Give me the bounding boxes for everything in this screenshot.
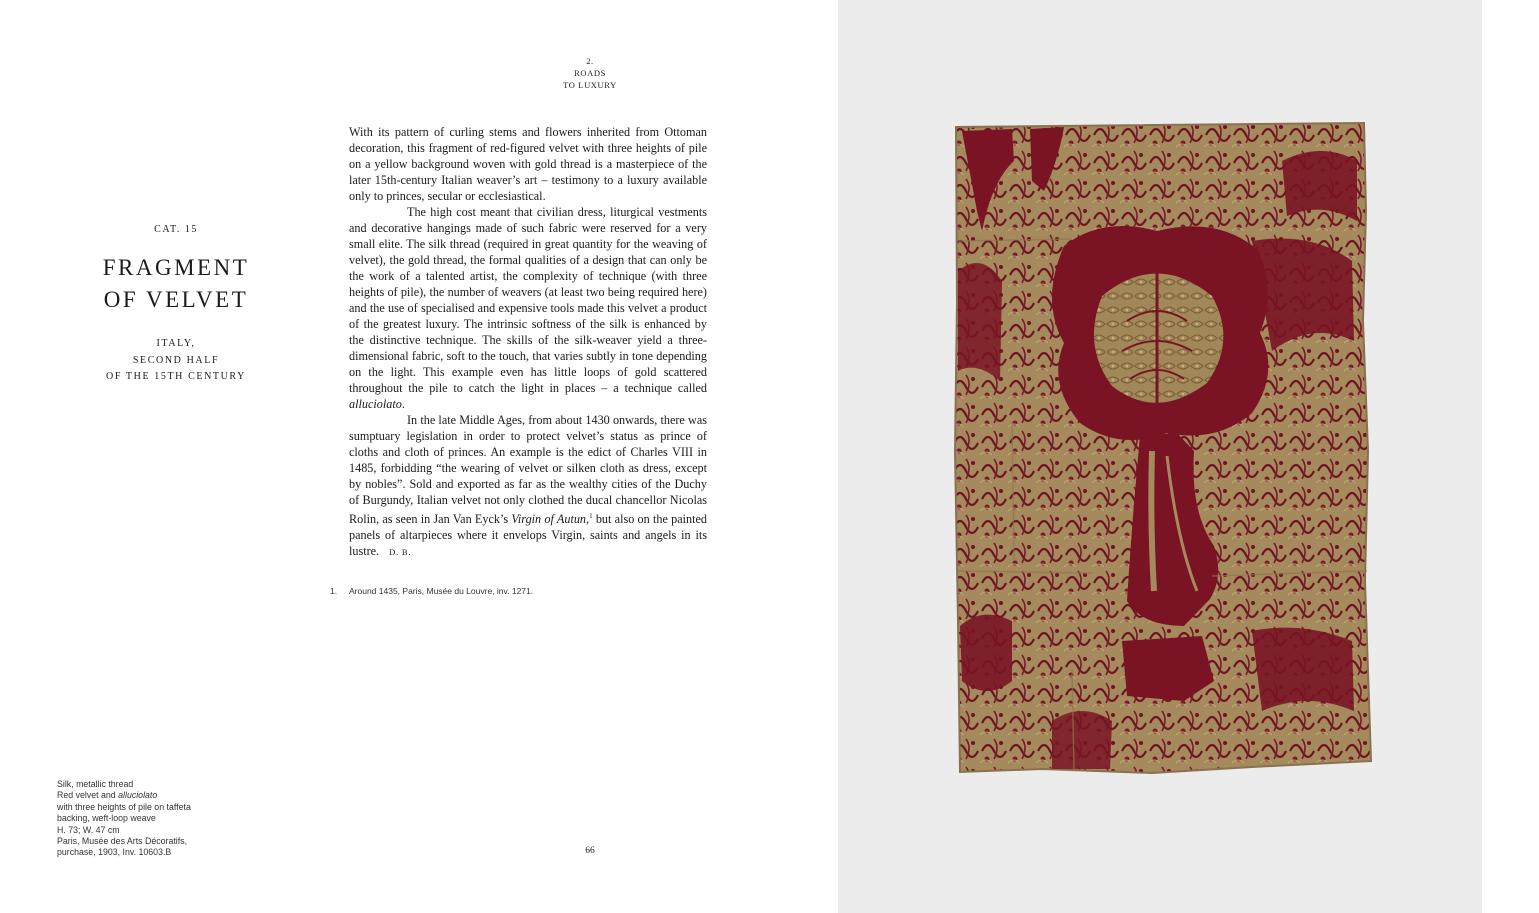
catalogue-number: CAT. 15 — [154, 224, 198, 235]
paragraph-1: With its pattern of curling stems and flowers inherited from Ottoman decoration, this fragment of red-figured velvet with three heights of pile on a yellow background woven with gold thread is a masterpiece of the later 15th-century Italian weaver’s art – testimony to a luxury available only to princes, secular or ecclesiastical. — [349, 125, 707, 203]
chapter-number: 2. — [586, 56, 594, 66]
catalogue-origin — [80, 336, 272, 386]
footnote — [330, 586, 730, 597]
caption-line: Paris, Musée des Arts Décoratifs, — [57, 836, 188, 847]
caption-line: backing, weft-loop weave — [57, 813, 156, 824]
caption-line: with three heights of pile on taffeta — [57, 801, 191, 812]
paragraph-2: The high cost meant that civilian dress, liturgical vestments and decorative hangings made of such fabric were reserved for a very small elite. The silk thread (required in great quantity for the weaving of velvet), the gold thread, the formal qualities of a design that can only be the work of a talented artist, the complexity of technique (with three heights of pile), the number of weavers (at least two being required here) and the use of specialised and expensive tools made this velvet a product of the greatest luxury. The intrinsic softness of the silk is enhanced by the distinctive technique. The skills of the silk-weaver yield a three-dimensional fabric, soft to the touch, that varies subtly in tone depending on the light. This example even has little loops of gold scattered throughout the pile to catch the light in places – a technique called alluciolato. — [349, 205, 707, 411]
body-text — [349, 124, 707, 560]
author-initials: D. B. — [389, 547, 412, 558]
running-head — [540, 55, 640, 91]
velvet-fragment-image — [952, 121, 1372, 776]
page-edge — [1482, 0, 1539, 913]
painting-title: Virgin of Autun, — [511, 512, 590, 527]
caption-line: purchase, 1903, Inv. 10603.B — [57, 847, 172, 858]
catalogue-heading — [80, 224, 272, 386]
footnote-text: Around 1435, Paris, Musée du Louvre, inv. 1271. — [349, 586, 534, 596]
title-line2: OF VELVET — [103, 287, 249, 312]
origin-line1: ITALY, — [156, 338, 196, 349]
origin-line2: SECOND HALF — [132, 354, 220, 366]
object-caption — [57, 779, 257, 859]
chapter-title-line1: ROADS — [574, 68, 606, 78]
title-line1: FRAGMENT — [102, 255, 250, 280]
paragraph-3: In the late Middle Ages, from about 1430 onwards, there was sumptuary legislation in order to protect velvet’s status as prince of cloths and cloth of princes. An example is the edict of Charles VIII in 1485, forbidding “the wearing of velvet or silken cloth as dress, except by nobles”. Sold and exported as far as the wealthy cities of the Duchy of Burgundy, Italian velvet not only clothed the ducal chancellor Nicolas Rolin, as seen in Jan Van Eyck’s Virgin of Autun,$^1$ but also on the painted panels of altarpieces where it envelops Virgin, saints and angels in its lustre. D. B. — [349, 413, 707, 559]
caption-line: Silk, metallic thread — [57, 779, 134, 789]
page-number: 66 — [585, 846, 595, 856]
caption-line: Red velvet and alluciolato — [57, 790, 158, 801]
origin-line3: OF THE 15TH CENTURY — [106, 371, 246, 382]
alluciolato-term: alluciolato — [349, 397, 402, 411]
footnote-ref: 1 — [589, 512, 593, 520]
footnote-number: 1. — [330, 586, 338, 596]
catalogue-title — [80, 252, 272, 316]
chapter-title-line2: TO LUXURY — [563, 80, 617, 90]
caption-line: H. 73; W. 47 cm — [57, 824, 120, 835]
